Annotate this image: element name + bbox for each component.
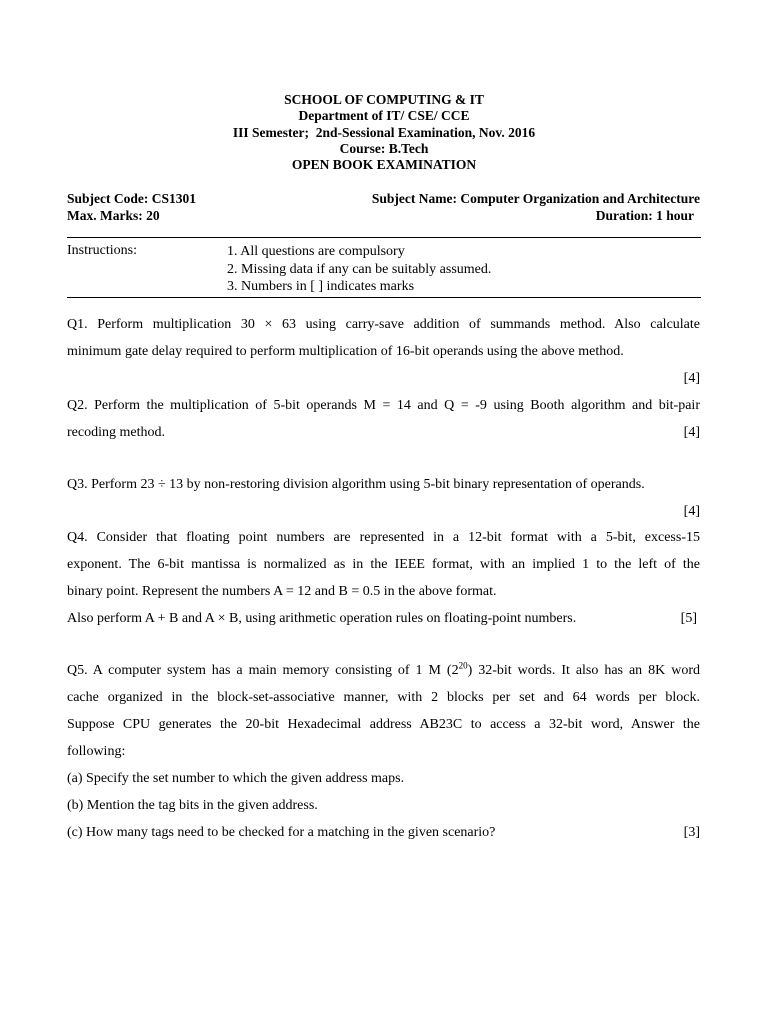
question-part-b: (b) Mention the tag bits in the given address.: [67, 798, 318, 813]
subject-code: Subject Code: CS1301: [67, 191, 197, 206]
divider-top: [67, 237, 701, 238]
question-text: exponent. The 6-bit mantissa is normalized as in the IEEE format, with an implied 1 to the left of the: [67, 557, 700, 572]
question-marks: [3]: [683, 825, 700, 840]
question-1: [67, 311, 700, 392]
question-part-a: (a) Specify the set number to which the given address maps.: [67, 771, 405, 786]
question-marks: [4]: [683, 371, 700, 386]
duration: Duration: 1 hour: [595, 208, 694, 223]
question-part-c: (c) How many tags need to be checked for a matching in the given scenario?: [67, 825, 496, 840]
course-line: Course: B.Tech: [339, 140, 429, 156]
question-text: Q1. Perform multiplication 30 × 63 using carry-save addition of summands method. Also calculate: [67, 317, 700, 332]
instructions-label: Instructions:: [67, 243, 137, 258]
instructions-list: [227, 243, 491, 296]
max-marks: Max. Marks: 20: [67, 208, 160, 223]
instruction-item: 3. Numbers in [ ] indicates marks: [227, 279, 415, 294]
question-text-part: ) 32-bit words. It also has an 8K word: [467, 663, 700, 678]
exam-type: OPEN BOOK EXAMINATION: [291, 157, 477, 173]
subject-name: Subject Name: Computer Organization and Architecture: [371, 191, 700, 206]
question-text: Q4. Consider that floating point numbers are represented in a 12-bit format with a 5-bit, excess-15: [67, 530, 700, 545]
question-text: cache organized in the block-set-associative manner, with 2 blocks per set and 64 words per block.: [67, 690, 700, 705]
question-3: [67, 471, 700, 525]
question-marks: [4]: [683, 425, 700, 440]
question-text: binary point. Represent the numbers A = 12 and B = 0.5 in the above format.: [67, 584, 497, 599]
semester-line: III Semester; 2nd-Sessional Examination, Nov. 2016: [232, 124, 536, 140]
question-2: [67, 392, 700, 446]
question-text: minimum gate delay required to perform multiplication of 16-bit operands using the above method.: [67, 344, 624, 359]
question-text-part: Q5. A computer system has a main memory consisting of 1 M (2: [67, 663, 459, 678]
instruction-item: 1. All questions are compulsory: [227, 244, 405, 259]
question-5: [67, 657, 700, 846]
question-marks: [4]: [683, 504, 700, 519]
question-marks: [5]: [680, 611, 697, 626]
department-name: Department of IT/ CSE/ CCE: [298, 108, 470, 124]
question-text: Also perform A + B and A × B, using arithmetic operation rules on floating-point numbers.: [67, 611, 577, 626]
question-text: [67, 657, 700, 684]
divider-bottom: [67, 297, 701, 298]
question-text: Q2. Perform the multiplication of 5-bit operands M = 14 and Q = -9 using Booth algorithm and bit-pair: [67, 398, 700, 413]
question-text: recoding method.: [67, 425, 165, 440]
question-text: Q3. Perform 23 ÷ 13 by non-restoring division algorithm using 5-bit binary representation of operands.: [67, 477, 645, 492]
school-name: SCHOOL OF COMPUTING & IT: [284, 92, 484, 107]
question-text: Suppose CPU generates the 20-bit Hexadecimal address AB23C to access a 32-bit word, Answer the: [67, 717, 700, 732]
superscript: 20: [458, 660, 468, 671]
question-text: following:: [67, 744, 126, 759]
question-4: [67, 524, 700, 632]
exam-header: [0, 92, 768, 173]
instruction-item: 2. Missing data if any can be suitably assumed.: [227, 261, 492, 277]
